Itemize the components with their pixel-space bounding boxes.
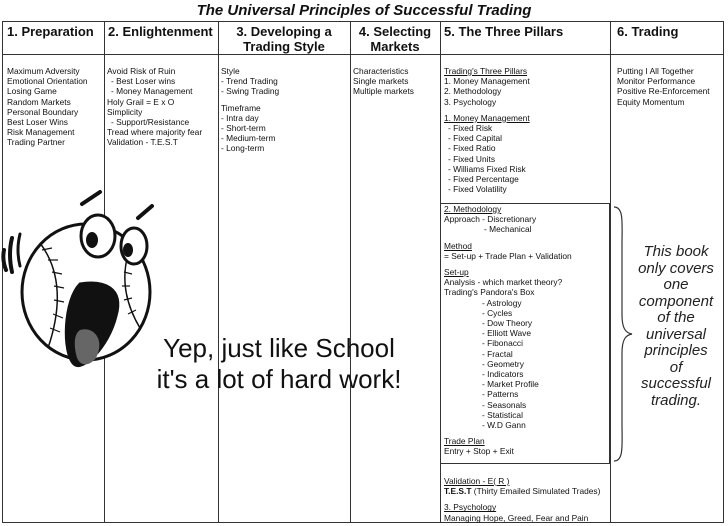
list-item: Simplicity: [107, 106, 143, 117]
list-item: Risk Management: [7, 127, 75, 138]
three-pillars-content: [444, 66, 530, 194]
list-item: - Indicators: [482, 369, 524, 380]
method-title: Method: [444, 240, 472, 251]
header-trading-style: 3. Developing a Trading Style: [236, 24, 332, 54]
list-item: - Medium-term: [221, 133, 276, 144]
list-item: - Best Loser wins: [111, 76, 176, 87]
list-item: Entry + Stop + Exit: [444, 446, 514, 457]
list-item: Avoid Risk of Ruin: [107, 66, 176, 76]
list-item: - Swing Trading: [221, 86, 280, 97]
list-item: Characteristics: [353, 66, 409, 76]
pillars-title: Trading's Three Pillars: [444, 66, 528, 76]
list-item: - Fractal: [482, 348, 513, 359]
list-item: - W.D Gann: [482, 420, 526, 431]
list-item: - Short-term: [221, 123, 266, 134]
list-item: Putting I All Together: [617, 66, 694, 76]
preparation-list: [7, 66, 88, 148]
header-three-pillars: 5. The Three Pillars: [444, 24, 564, 39]
list-item: - Dow Theory: [482, 318, 533, 329]
list-item: - Market Profile: [482, 379, 539, 390]
list-item: Best Loser Wins: [7, 117, 68, 128]
header-divider: [3, 54, 723, 55]
list-item: Equity Momentum: [617, 96, 685, 107]
methodology-title: 2. Methodology: [444, 204, 502, 214]
list-item: Trading Partner: [7, 137, 65, 148]
selecting-markets-list: [353, 66, 414, 97]
trading-list: [617, 66, 710, 107]
list-item: - Astrology: [482, 297, 522, 308]
list-item: = Set-up + Trade Plan + Validation: [444, 250, 572, 261]
column-divider: [610, 22, 611, 522]
psychology-text: Managing Hope, Greed, Fear and Pain: [444, 512, 589, 523]
list-item: Emotional Orientation: [7, 76, 88, 87]
list-item: Random Markets: [7, 96, 71, 107]
list-item: - Money Management: [111, 86, 193, 97]
style-label: Style: [221, 66, 240, 76]
list-item: - Long-term: [221, 143, 265, 154]
list-item: - Geometry: [482, 358, 524, 369]
list-item: Personal Boundary: [7, 106, 79, 117]
list-item: - Fixed Percentage: [448, 174, 519, 185]
methodology-box: [440, 203, 610, 464]
list-item: 3. Psychology: [444, 96, 497, 107]
validation-title: Validation - E( R ): [444, 476, 510, 486]
header-selecting-markets: 4. Selecting Markets: [358, 24, 432, 54]
list-item: - Patterns: [482, 389, 519, 400]
list-item: Single markets: [353, 76, 409, 87]
list-item: - Elliott Wave: [482, 328, 532, 339]
cartoon-baseball-illustration: [0, 188, 160, 378]
curly-brace: [612, 205, 634, 463]
list-item: Trading's Pandora's Box: [444, 287, 535, 298]
header-enlightenment: 2. Enlightenment: [108, 24, 213, 39]
list-item: - Fixed Volatility: [448, 184, 507, 195]
column-divider: [350, 22, 351, 522]
header-trading: 6. Trading: [617, 24, 679, 39]
list-item: - Fixed Ratio: [448, 143, 496, 154]
column-divider: [218, 22, 219, 522]
trade-plan-title: Trade Plan: [444, 436, 485, 447]
list-item: - Statistical: [482, 409, 523, 420]
list-item: Losing Game: [7, 86, 57, 97]
list-item: - Fibonacci: [482, 338, 523, 349]
list-item: Tread where majority fear: [107, 127, 203, 138]
list-item: - Mechanical: [484, 224, 532, 235]
list-item: - Seasonals: [482, 399, 527, 410]
timeframe-label: Timeframe: [221, 102, 261, 113]
list-item: Positive Re-Enforcement: [617, 86, 710, 97]
speech-text: Yep, just like School it's a lot of hard work!: [156, 333, 402, 394]
list-item: - Support/Resistance: [111, 117, 190, 128]
validation-psychology-content: [444, 476, 600, 523]
psychology-title: 3. Psychology: [444, 502, 497, 513]
validation-text: T.E.S.T (Thirty Emailed Simulated Trades): [444, 486, 601, 497]
list-item: - Fixed Risk: [448, 123, 493, 134]
list-item: - Cycles: [482, 307, 513, 318]
trading-style-list: [221, 66, 279, 154]
header-preparation: 1. Preparation: [7, 24, 94, 39]
list-item: Analysis - which market theory?: [444, 277, 563, 288]
list-item: 1. Money Management: [444, 76, 530, 87]
enlightenment-list: [107, 66, 202, 148]
list-item: Maximum Adversity: [7, 66, 80, 76]
list-item: Multiple markets: [353, 86, 414, 97]
list-item: - Intra day: [221, 112, 259, 123]
list-item: - Trend Trading: [221, 76, 278, 87]
page-title: The Universal Principles of Successful Trading: [196, 2, 532, 19]
list-item: Monitor Performance: [617, 76, 696, 87]
list-item: Validation - T.E.S.T: [107, 137, 178, 148]
list-item: - Fixed Units: [448, 153, 496, 164]
list-item: 2. Methodology: [444, 86, 502, 97]
list-item: Holy Grail = E x O: [107, 96, 175, 107]
list-item: - Fixed Capital: [448, 133, 502, 144]
setup-title: Set-up: [444, 267, 469, 278]
list-item: Approach - Discretionary: [444, 214, 537, 225]
book-note: This book only covers one component of the universal principles of successful trading.: [638, 243, 714, 409]
money-management-title: 1. Money Management: [444, 112, 530, 123]
list-item: - Williams Fixed Risk: [448, 163, 526, 174]
